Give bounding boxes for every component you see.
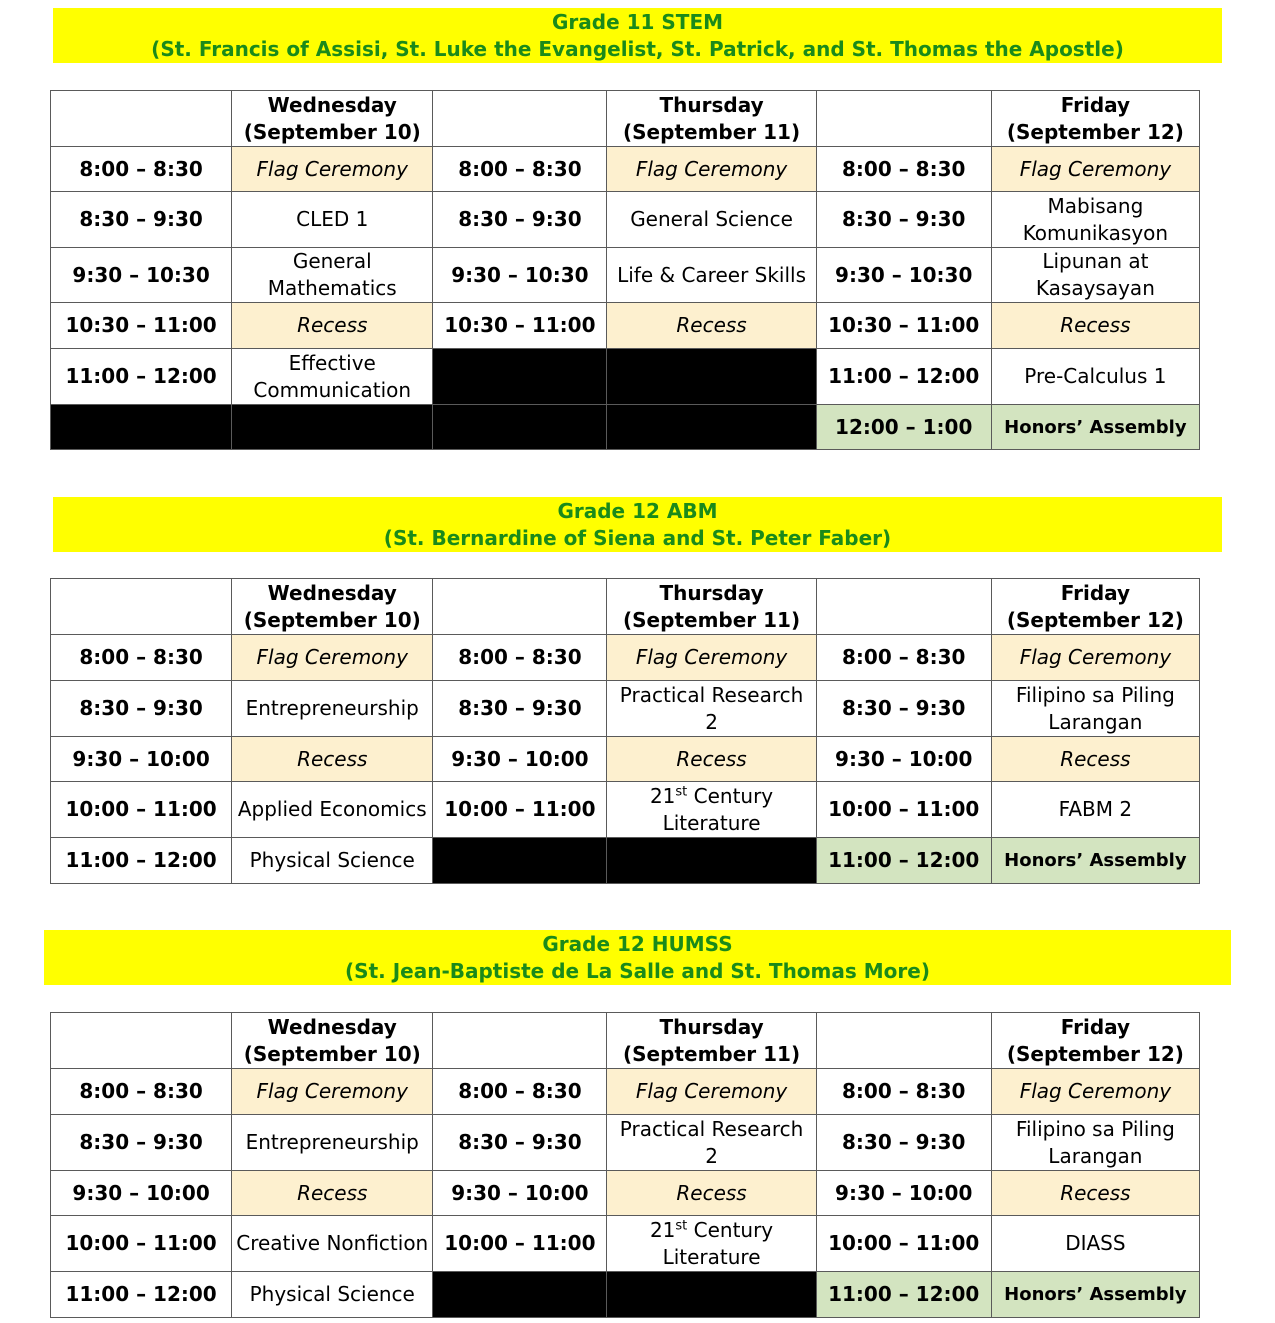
subject-cell: Creative Nonfiction bbox=[232, 1216, 433, 1272]
header-blank bbox=[816, 1013, 991, 1069]
subject-cell: DIASS bbox=[991, 1216, 1199, 1272]
time-cell: 10:30 – 11:00 bbox=[816, 303, 991, 349]
schedule-table-abm bbox=[50, 578, 1200, 884]
subject-cell: Physical Science bbox=[232, 838, 433, 884]
subject-cell: Entrepreneurship bbox=[232, 681, 433, 737]
recess-cell: Recess bbox=[607, 1171, 816, 1216]
redacted-cell bbox=[433, 1272, 607, 1318]
flag-ceremony-cell: Flag Ceremony bbox=[991, 147, 1199, 192]
flag-ceremony-cell: Flag Ceremony bbox=[232, 635, 433, 681]
time-cell: 8:30 – 9:30 bbox=[433, 681, 607, 737]
header-blank bbox=[51, 91, 232, 147]
time-cell: 8:00 – 8:30 bbox=[433, 147, 607, 192]
section-subtitle: (St. Francis of Assisi, St. Luke the Evangelist, St. Patrick, and St. Thomas the Apostle) bbox=[151, 37, 1124, 61]
time-cell: 8:30 – 9:30 bbox=[816, 681, 991, 737]
subject-cell: Practical Research 2 bbox=[607, 1115, 816, 1171]
time-cell: 8:00 – 8:30 bbox=[51, 1069, 232, 1115]
subject-cell: 21st Century Literature bbox=[607, 782, 816, 838]
flag-ceremony-cell: Flag Ceremony bbox=[991, 635, 1199, 681]
recess-cell: Recess bbox=[607, 303, 816, 349]
header-blank bbox=[51, 1013, 232, 1069]
subject-cell: Mabisang Komunikasyon bbox=[991, 192, 1199, 248]
redacted-cell bbox=[51, 405, 232, 450]
subject-cell: Effective Communication bbox=[232, 349, 433, 405]
recess-cell: Recess bbox=[232, 303, 433, 349]
section-subtitle: (St. Jean-Baptiste de La Salle and St. Thomas More) bbox=[345, 959, 930, 983]
time-cell: 8:30 – 9:30 bbox=[816, 192, 991, 248]
section-title: Grade 12 ABM bbox=[557, 499, 718, 523]
time-cell: 11:00 – 12:00 bbox=[51, 838, 232, 884]
subject-cell: Practical Research 2 bbox=[607, 681, 816, 737]
subject-cell: Pre-Calculus 1 bbox=[991, 349, 1199, 405]
time-cell: 8:30 – 9:30 bbox=[816, 1115, 991, 1171]
flag-ceremony-cell: Flag Ceremony bbox=[607, 635, 816, 681]
flag-ceremony-cell: Flag Ceremony bbox=[607, 1069, 816, 1115]
time-cell: 8:00 – 8:30 bbox=[816, 147, 991, 192]
time-cell: 11:00 – 12:00 bbox=[816, 349, 991, 405]
honors-assembly-cell: Honors’ Assembly bbox=[991, 838, 1199, 884]
subject-cell: FABM 2 bbox=[991, 782, 1199, 838]
subject-cell: Lipunan at Kasaysayan bbox=[991, 248, 1199, 303]
recess-cell: Recess bbox=[991, 1171, 1199, 1216]
time-cell: 9:30 – 10:00 bbox=[816, 1171, 991, 1216]
time-cell: 8:00 – 8:30 bbox=[51, 635, 232, 681]
time-cell: 8:30 – 9:30 bbox=[433, 1115, 607, 1171]
time-cell: 8:00 – 8:30 bbox=[816, 1069, 991, 1115]
time-cell: 11:00 – 12:00 bbox=[816, 1272, 991, 1318]
redacted-cell bbox=[607, 349, 816, 405]
time-cell: 10:00 – 11:00 bbox=[433, 782, 607, 838]
time-cell: 11:00 – 12:00 bbox=[51, 349, 232, 405]
time-cell: 10:00 – 11:00 bbox=[51, 1216, 232, 1272]
time-cell: 8:30 – 9:30 bbox=[51, 1115, 232, 1171]
time-cell: 8:00 – 8:30 bbox=[433, 1069, 607, 1115]
time-cell: 9:30 – 10:00 bbox=[51, 1171, 232, 1216]
time-cell: 8:00 – 8:30 bbox=[433, 635, 607, 681]
header-blank bbox=[433, 91, 607, 147]
time-cell: 12:00 – 1:00 bbox=[816, 405, 991, 450]
redacted-cell bbox=[607, 405, 816, 450]
recess-cell: Recess bbox=[232, 1171, 433, 1216]
time-cell: 8:30 – 9:30 bbox=[433, 192, 607, 248]
subject-cell: Filipino sa Piling Larangan bbox=[991, 1115, 1199, 1171]
subject-cell: CLED 1 bbox=[232, 192, 433, 248]
flag-ceremony-cell: Flag Ceremony bbox=[607, 147, 816, 192]
time-cell: 10:00 – 11:00 bbox=[51, 782, 232, 838]
recess-cell: Recess bbox=[607, 737, 816, 782]
time-cell: 8:30 – 9:30 bbox=[51, 681, 232, 737]
time-cell: 8:00 – 8:30 bbox=[51, 147, 232, 192]
flag-ceremony-cell: Flag Ceremony bbox=[232, 147, 433, 192]
time-cell: 8:30 – 9:30 bbox=[51, 192, 232, 248]
time-cell: 11:00 – 12:00 bbox=[51, 1272, 232, 1318]
recess-cell: Recess bbox=[991, 303, 1199, 349]
time-cell: 10:00 – 11:00 bbox=[816, 1216, 991, 1272]
day-header-wednesday: Wednesday (September 10) bbox=[232, 1013, 433, 1069]
day-header-wednesday: Wednesday (September 10) bbox=[232, 91, 433, 147]
time-cell: 9:30 – 10:00 bbox=[51, 737, 232, 782]
day-header-friday: Friday (September 12) bbox=[991, 579, 1199, 635]
section-title: Grade 11 STEM bbox=[551, 10, 724, 34]
day-header-wednesday: Wednesday (September 10) bbox=[232, 579, 433, 635]
redacted-cell bbox=[232, 405, 433, 450]
redacted-cell bbox=[433, 405, 607, 450]
header-blank bbox=[816, 579, 991, 635]
time-cell: 10:00 – 11:00 bbox=[816, 782, 991, 838]
day-header-friday: Friday (September 12) bbox=[991, 1013, 1199, 1069]
recess-cell: Recess bbox=[232, 737, 433, 782]
flag-ceremony-cell: Flag Ceremony bbox=[232, 1069, 433, 1115]
time-cell: 9:30 – 10:30 bbox=[51, 248, 232, 303]
time-cell: 9:30 – 10:00 bbox=[816, 737, 991, 782]
header-blank bbox=[51, 579, 232, 635]
time-cell: 8:00 – 8:30 bbox=[816, 635, 991, 681]
honors-assembly-cell: Honors’ Assembly bbox=[991, 1272, 1199, 1318]
subject-cell: Entrepreneurship bbox=[232, 1115, 433, 1171]
subject-cell: 21st Century Literature bbox=[607, 1216, 816, 1272]
day-header-friday: Friday (September 12) bbox=[991, 91, 1199, 147]
subject-cell: Life & Career Skills bbox=[607, 248, 816, 303]
redacted-cell bbox=[433, 349, 607, 405]
header-blank bbox=[433, 1013, 607, 1069]
section-title: Grade 12 HUMSS bbox=[542, 932, 733, 956]
time-cell: 9:30 – 10:30 bbox=[816, 248, 991, 303]
recess-cell: Recess bbox=[991, 737, 1199, 782]
header-blank bbox=[433, 579, 607, 635]
time-cell: 9:30 – 10:30 bbox=[433, 248, 607, 303]
header-blank bbox=[816, 91, 991, 147]
section-banner-abm bbox=[53, 497, 1222, 552]
time-cell: 10:30 – 11:00 bbox=[433, 303, 607, 349]
subject-cell: General Science bbox=[607, 192, 816, 248]
day-header-thursday: Thursday (September 11) bbox=[607, 579, 816, 635]
time-cell: 10:00 – 11:00 bbox=[433, 1216, 607, 1272]
day-header-thursday: Thursday (September 11) bbox=[607, 1013, 816, 1069]
section-banner-humss bbox=[44, 930, 1231, 985]
time-cell: 11:00 – 12:00 bbox=[816, 838, 991, 884]
schedule-table-humss bbox=[50, 1012, 1200, 1318]
section-subtitle: (St. Bernardine of Siena and St. Peter Faber) bbox=[383, 526, 892, 550]
subject-cell: Filipino sa Piling Larangan bbox=[991, 681, 1199, 737]
time-cell: 9:30 – 10:00 bbox=[433, 1171, 607, 1216]
flag-ceremony-cell: Flag Ceremony bbox=[991, 1069, 1199, 1115]
subject-cell: Physical Science bbox=[232, 1272, 433, 1318]
schedule-table-stem bbox=[50, 90, 1200, 450]
redacted-cell bbox=[607, 838, 816, 884]
section-banner-stem bbox=[53, 8, 1222, 63]
subject-cell: General Mathematics bbox=[232, 248, 433, 303]
redacted-cell bbox=[433, 838, 607, 884]
time-cell: 9:30 – 10:00 bbox=[433, 737, 607, 782]
honors-assembly-cell: Honors’ Assembly bbox=[991, 405, 1199, 450]
subject-cell: Applied Economics bbox=[232, 782, 433, 838]
day-header-thursday: Thursday (September 11) bbox=[607, 91, 816, 147]
redacted-cell bbox=[607, 1272, 816, 1318]
time-cell: 10:30 – 11:00 bbox=[51, 303, 232, 349]
